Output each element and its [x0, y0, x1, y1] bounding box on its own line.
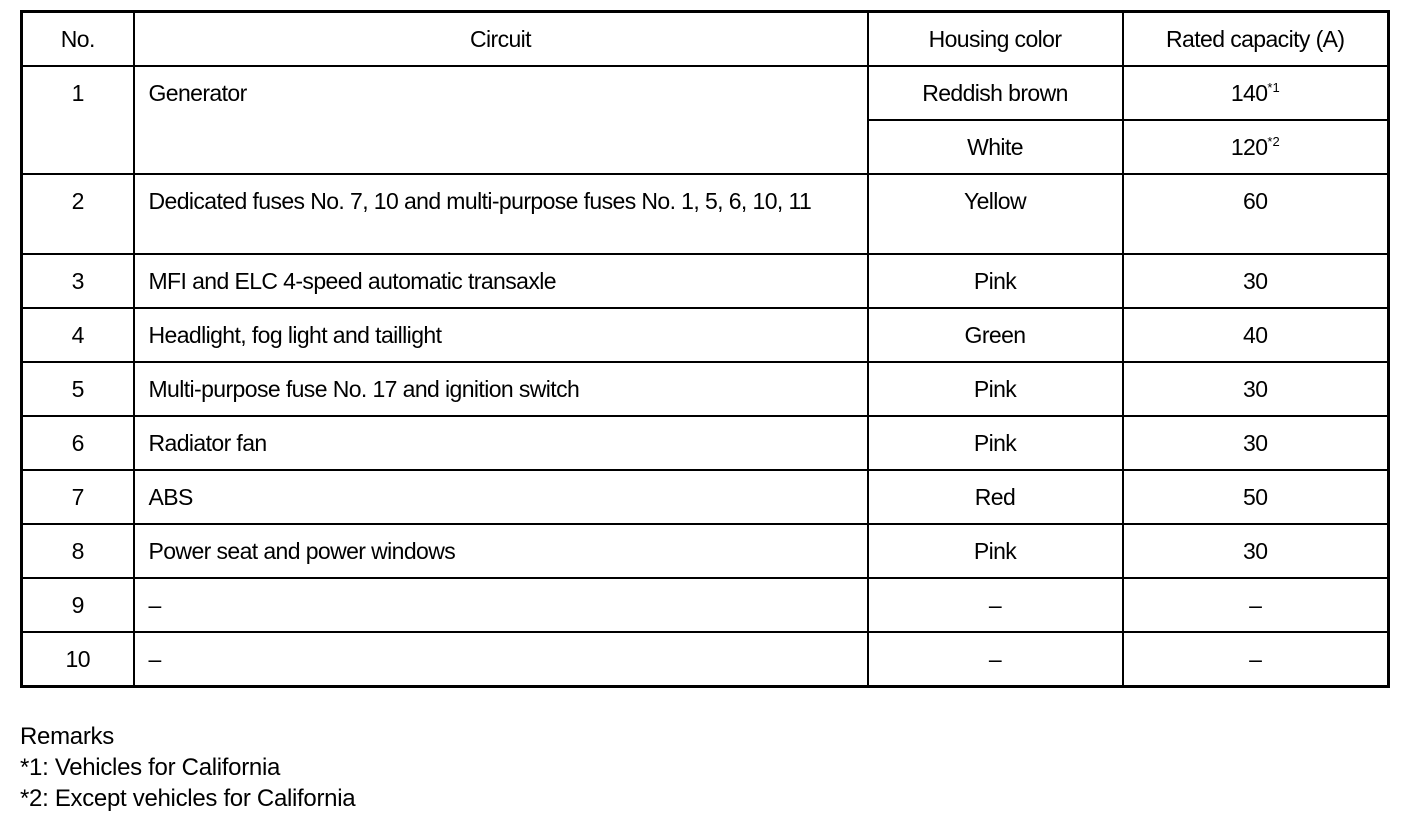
table-row — [22, 578, 1389, 632]
remarks — [20, 721, 355, 814]
row-rated-capacity: 50 — [1123, 470, 1389, 524]
row-housing-color: Pink — [868, 362, 1123, 416]
table-row — [22, 524, 1389, 578]
table-row — [22, 66, 1389, 120]
table-row — [22, 470, 1389, 524]
row-housing-color: Pink — [868, 416, 1123, 470]
row-housing-color: White — [868, 120, 1123, 174]
capacity-value: 140 — [1230, 80, 1268, 106]
row-rated-capacity: 30 — [1123, 254, 1389, 308]
row-circuit: – — [134, 578, 868, 632]
row-circuit: ABS — [134, 470, 868, 524]
row-housing-color: – — [868, 632, 1123, 686]
remark-note: *1: Vehicles for California — [20, 754, 281, 781]
row-rated-capacity: 40 — [1123, 308, 1389, 362]
row-housing-color: Green — [868, 308, 1123, 362]
row-no: 1 — [22, 66, 134, 174]
row-rated-capacity — [1123, 66, 1389, 120]
row-housing-color: Reddish brown — [868, 66, 1123, 120]
row-no: 10 — [22, 632, 134, 686]
row-rated-capacity: 30 — [1123, 362, 1389, 416]
table-row — [22, 308, 1389, 362]
row-rated-capacity: 30 — [1123, 524, 1389, 578]
row-no: 2 — [22, 174, 134, 254]
row-housing-color: Yellow — [868, 174, 1123, 254]
row-rated-capacity — [1123, 120, 1389, 174]
fuse-table — [20, 10, 1390, 688]
row-housing-color: Pink — [868, 254, 1123, 308]
header-row — [22, 12, 1389, 67]
row-housing-color: Red — [868, 470, 1123, 524]
header-circuit: Circuit — [134, 12, 868, 67]
table-row — [22, 632, 1389, 686]
row-circuit: Radiator fan — [134, 416, 868, 470]
capacity-value: 120 — [1230, 134, 1268, 160]
row-circuit: Multi-purpose fuse No. 17 and ignition switch — [134, 362, 868, 416]
footnote-mark: *2 — [1267, 134, 1280, 149]
header-rated-capacity: Rated capacity (A) — [1123, 12, 1389, 67]
row-housing-color: – — [868, 578, 1123, 632]
row-circuit: – — [134, 632, 868, 686]
remark-note: *2: Except vehicles for California — [20, 785, 356, 812]
row-rated-capacity: – — [1123, 632, 1389, 686]
table-row — [22, 174, 1389, 254]
remarks-title: Remarks — [20, 723, 114, 750]
row-circuit: MFI and ELC 4-speed automatic transaxle — [134, 254, 868, 308]
row-no: 9 — [22, 578, 134, 632]
table-row — [22, 416, 1389, 470]
row-no: 4 — [22, 308, 134, 362]
row-circuit: Power seat and power windows — [134, 524, 868, 578]
row-no: 3 — [22, 254, 134, 308]
row-housing-color: Pink — [868, 524, 1123, 578]
row-circuit: Generator — [134, 66, 868, 174]
footnote-mark: *1 — [1267, 80, 1280, 95]
row-no: 6 — [22, 416, 134, 470]
table-row — [22, 362, 1389, 416]
row-no: 7 — [22, 470, 134, 524]
row-circuit: Dedicated fuses No. 7, 10 and multi-purpose fuses No. 1, 5, 6, 10, 11 — [134, 174, 868, 254]
row-circuit: Headlight, fog light and taillight — [134, 308, 868, 362]
row-rated-capacity: 30 — [1123, 416, 1389, 470]
row-rated-capacity: 60 — [1123, 174, 1389, 254]
row-no: 8 — [22, 524, 134, 578]
table-row — [22, 254, 1389, 308]
header-housing-color: Housing color — [868, 12, 1123, 67]
header-no: No. — [22, 12, 134, 67]
row-no: 5 — [22, 362, 134, 416]
row-rated-capacity: – — [1123, 578, 1389, 632]
